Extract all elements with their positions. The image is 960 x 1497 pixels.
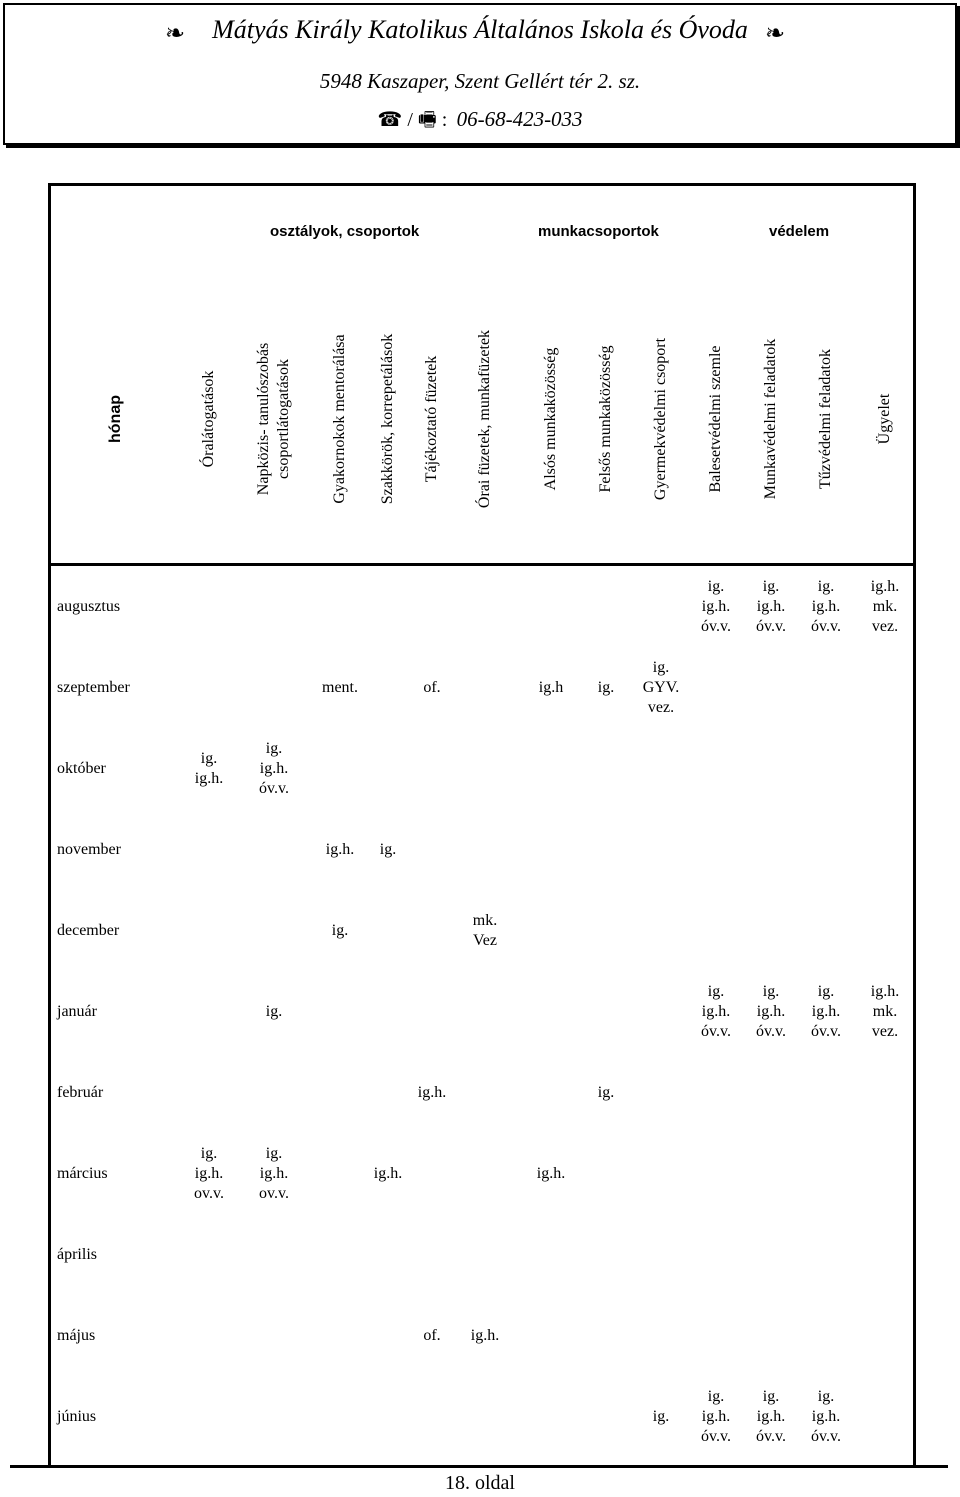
table-cell: ig. ig.h. óv.v. (756, 982, 786, 1040)
column-header-label: Óralátogatások (200, 370, 217, 467)
column-header-label: Balesetvédelmi szemle (707, 344, 724, 493)
ornament-right-icon: ❧ (765, 21, 786, 47)
month-label: február (57, 1083, 104, 1101)
month-label: augusztus (57, 597, 121, 615)
table-cell: ig.h. mk. vez. (870, 577, 900, 635)
month-label: május (57, 1326, 96, 1344)
table-row (51, 1052, 913, 1133)
footer-rule (10, 1465, 948, 1468)
table-cell: ig. GYV. vez. (642, 658, 680, 716)
table-cell: ig.h. (536, 1164, 566, 1182)
column-header-label: Órai füzetek, munkafüzetek (476, 329, 493, 508)
table-row (51, 1376, 913, 1457)
table-row (51, 728, 913, 809)
table-cell: ig. ig.h. óv.v. (701, 982, 731, 1040)
month-label: március (57, 1164, 108, 1182)
table-cell: ig. ig.h. ov.v. (194, 1144, 224, 1202)
group-protection: védelem (769, 223, 830, 240)
group-header-row (51, 186, 913, 274)
column-header-label: Ügyelet (876, 393, 893, 444)
table-cell: ig. (379, 840, 397, 858)
column-header-label: Napközis- tanulószobás csoportlátogatások (255, 342, 292, 495)
table-cell: ig. ig.h. (194, 749, 224, 787)
month-label: június (57, 1407, 97, 1425)
page-number: 18. oldal (445, 1472, 515, 1494)
table-cell: ig. (265, 1002, 283, 1020)
column-header-3 (315, 276, 365, 561)
month-label: december (57, 921, 120, 939)
table-row (51, 809, 913, 890)
month-label: április (57, 1245, 97, 1263)
inspection-schedule-table (48, 183, 916, 1468)
table-cell: ig. ig.h. ov.v. (259, 1144, 289, 1202)
ornament-left-icon: ❧ (165, 21, 186, 47)
table-cell: ig.h (538, 678, 564, 696)
table-cell: ig. ig.h. óv.v. (756, 577, 786, 635)
column-header-label: Gyermekvédelmi csoport (652, 337, 669, 500)
school-address: 5948 Kaszaper, Szent Gellért tér 2. sz. (319, 69, 641, 93)
column-header-13 (860, 276, 910, 561)
table-cell: ig.h. (470, 1326, 500, 1344)
school-name: Mátyás Király Katolikus Általános Iskola és Óvoda (212, 15, 748, 44)
column-header-label: Alsós munkaközösség (542, 347, 559, 490)
month-label: november (57, 840, 121, 858)
month-label: október (57, 759, 106, 777)
table-row (51, 1214, 913, 1295)
table-cell: ig.h. mk. vez. (870, 982, 900, 1040)
column-header-label: Tűzvédelmi feladatok (817, 348, 834, 489)
table-cell: ig. (597, 678, 615, 696)
phone-fax-icon: ☎ / 🖷 : (377, 109, 448, 131)
column-header-label: Munkavédelmi feladatok (762, 338, 779, 499)
table-cell: ig. (652, 1407, 670, 1425)
table-row (51, 890, 913, 971)
group-workgroups: munkacsoportok (538, 223, 659, 240)
table-cell: ment. (322, 678, 358, 696)
table-cell: ig. (331, 921, 349, 939)
column-header-4 (363, 276, 413, 561)
table-cell: ig.h. (417, 1083, 447, 1101)
column-header-2 (249, 276, 299, 561)
month-label: szeptember (57, 678, 130, 696)
table-row (51, 566, 913, 647)
table-cell: ig. ig.h. óv.v. (756, 1387, 786, 1445)
table-cell: ig. ig.h. óv.v. (811, 577, 841, 635)
phone-number: 06-68-423-033 (456, 107, 583, 131)
column-header-6 (460, 276, 510, 561)
table-cell: ig. (597, 1083, 615, 1101)
table-cell: of. (423, 1326, 441, 1344)
column-header-label: Felsős munkaközösség (597, 344, 614, 493)
column-header-9 (636, 276, 686, 561)
column-header-11 (746, 276, 796, 561)
column-header-5 (407, 276, 457, 561)
table-cell: of. (423, 678, 441, 696)
column-header-label: Szakkörök, korrepetálások (379, 333, 396, 504)
column-header-0 (91, 276, 141, 561)
table-cell: ig. ig.h. óv.v. (701, 577, 731, 635)
column-header-label: Gyakornokok mentorálása (331, 333, 348, 504)
table-row (51, 971, 913, 1052)
table-cell: ig. ig.h. óv.v. (259, 739, 289, 797)
table-row (51, 647, 913, 728)
column-header-label: hónap (107, 394, 124, 443)
table-cell: mk. Vez (472, 911, 498, 949)
column-header-7 (526, 276, 576, 561)
letterhead (3, 3, 957, 145)
table-cell: ig. ig.h. óv.v. (811, 982, 841, 1040)
table-cell: ig.h. (373, 1164, 403, 1182)
column-header-10 (691, 276, 741, 561)
table-row (51, 1295, 913, 1376)
group-classes: osztályok, csoportok (270, 223, 420, 240)
table-row (51, 1133, 913, 1214)
table-cell: ig.h. (325, 840, 355, 858)
month-label: január (57, 1002, 97, 1020)
table-cell: ig. ig.h. óv.v. (811, 1387, 841, 1445)
table-cell: ig. ig.h. óv.v. (701, 1387, 731, 1445)
column-header-12 (801, 276, 851, 561)
contact-line (5, 105, 955, 139)
column-header-label: Tájékoztató füzetek (423, 355, 440, 482)
column-header-8 (581, 276, 631, 561)
column-header-1 (184, 276, 234, 561)
